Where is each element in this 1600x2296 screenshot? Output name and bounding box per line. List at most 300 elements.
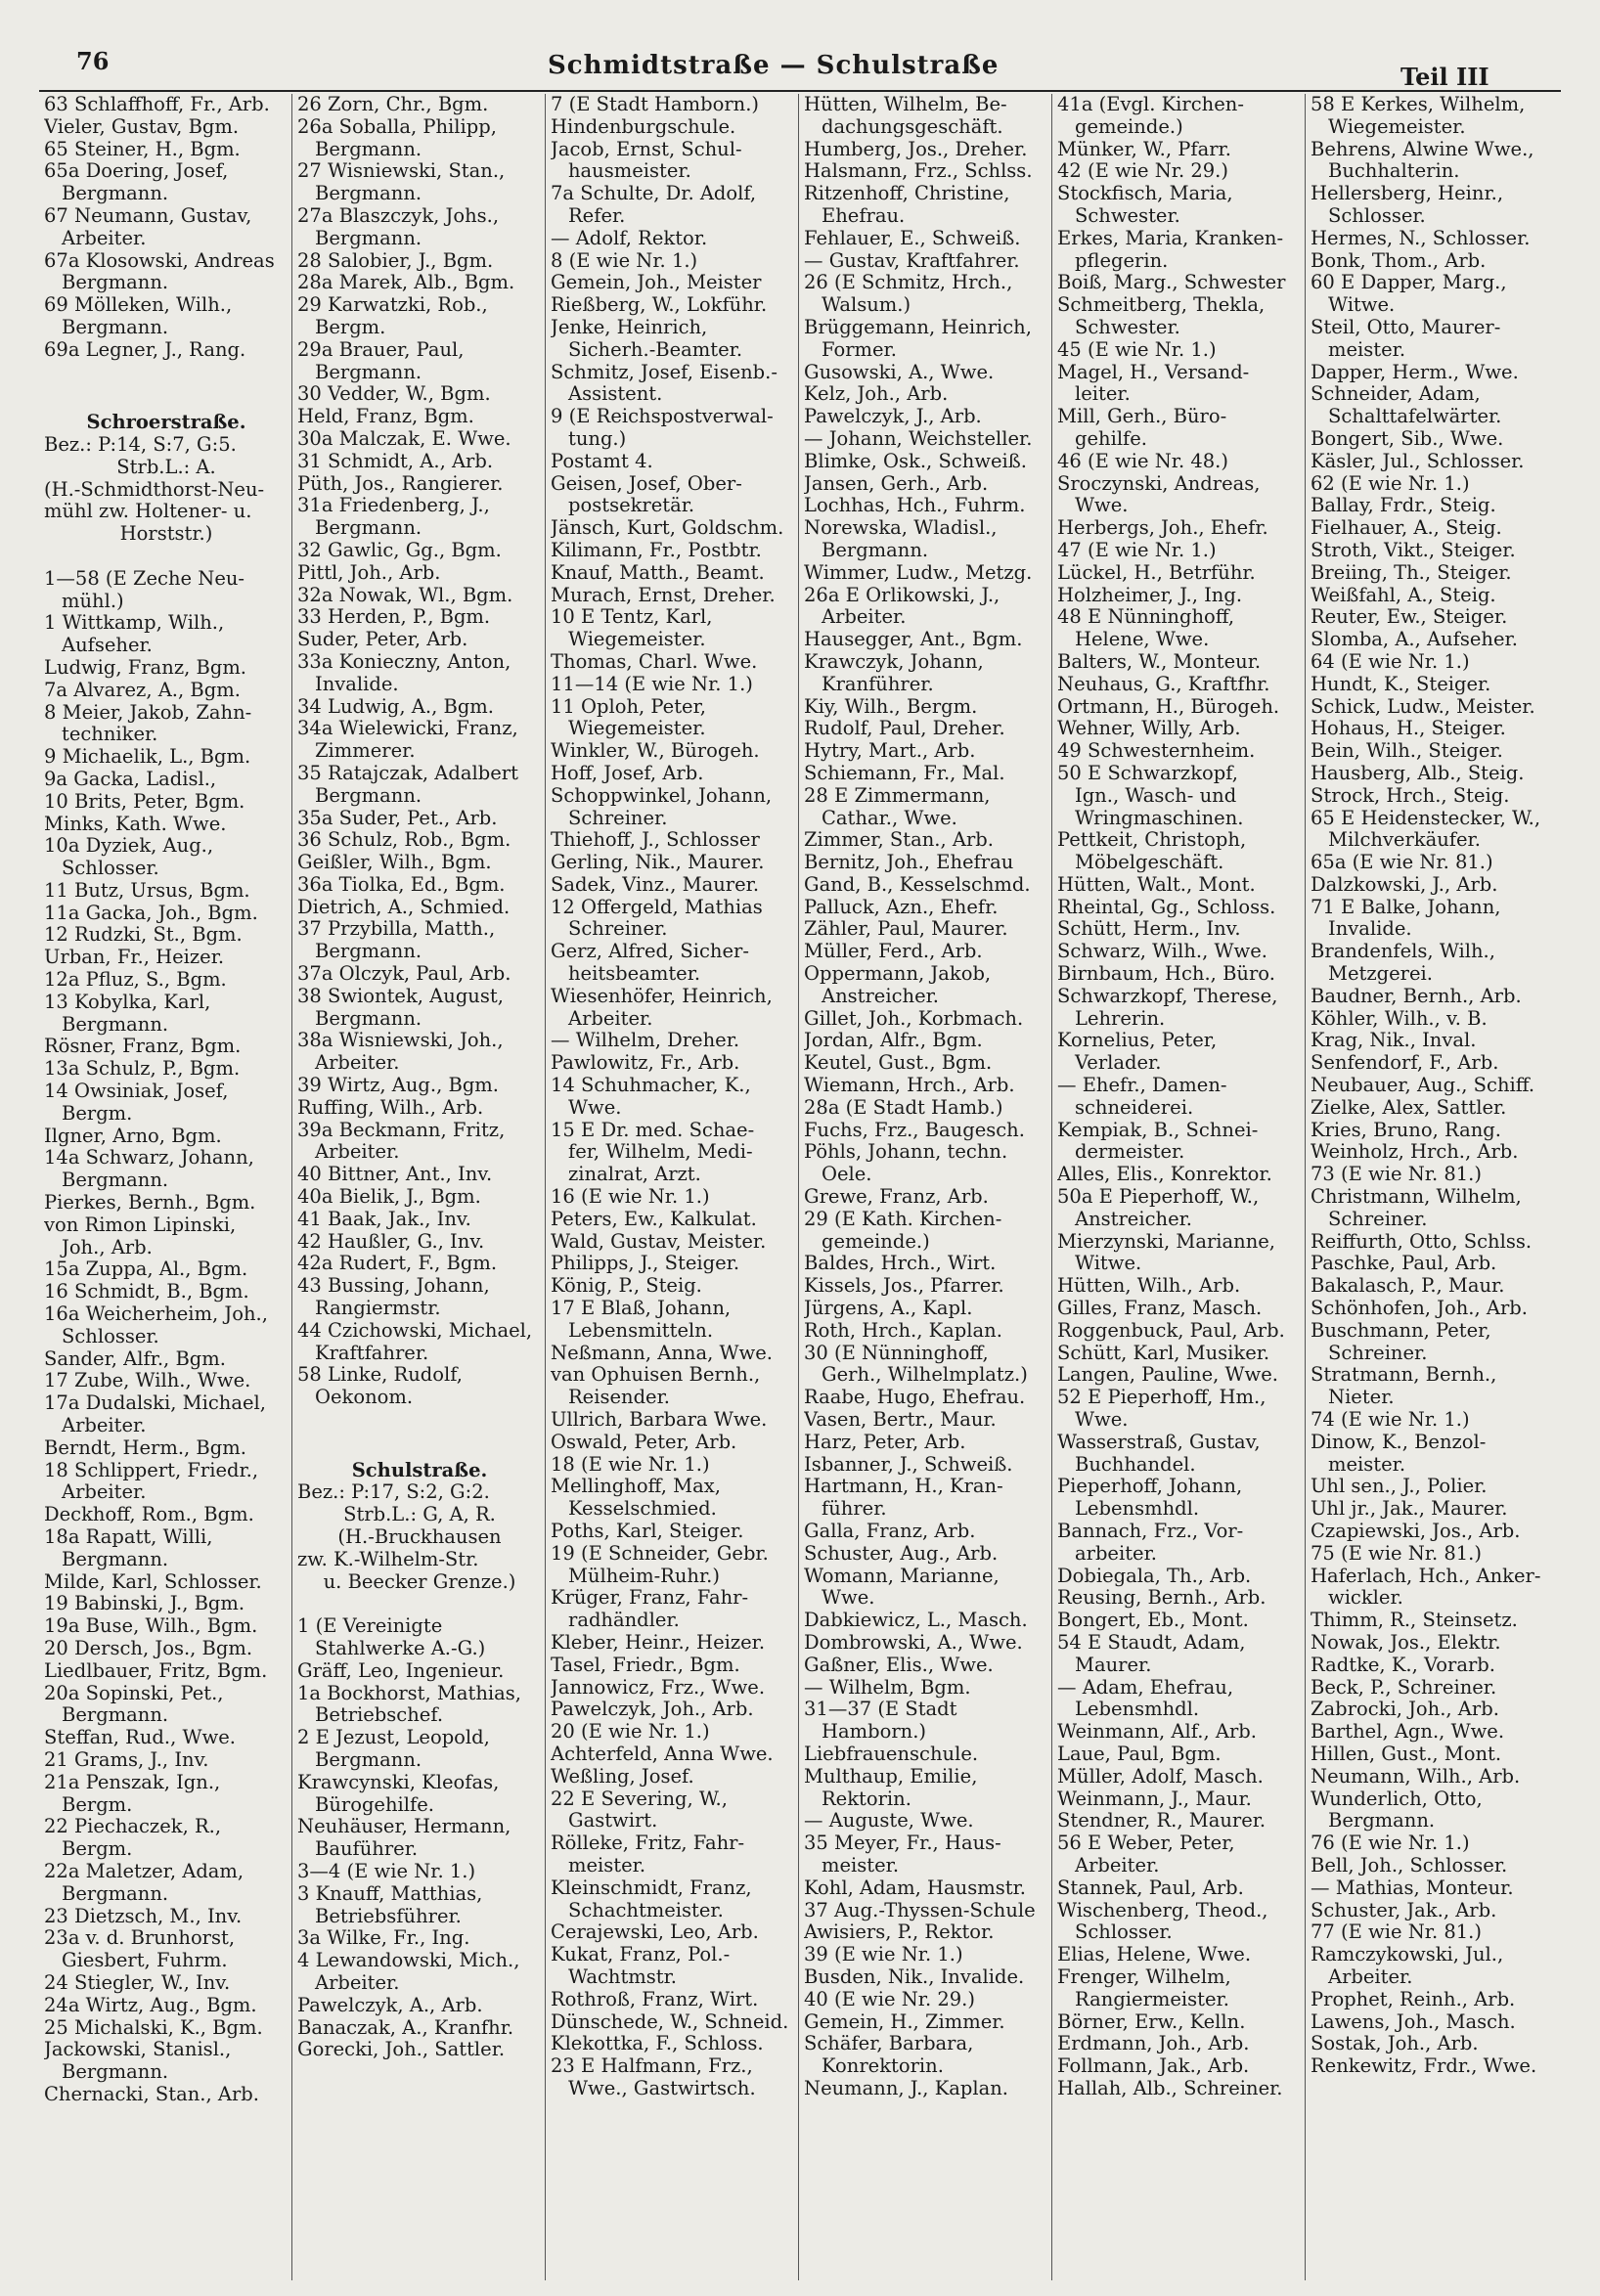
entry-line: Kiy, Wilh., Bergm. [804, 695, 978, 718]
entry-line: 27a Blaszczyk, Johs., [297, 204, 500, 227]
entry-line: Schmitz, Josef, Eisenb.- [551, 361, 778, 383]
entry-line: 62 (E wie Nr. 1.) [1311, 472, 1470, 495]
entry-line: 32a Nowak, Wl., Bgm. [297, 584, 513, 606]
entry-continuation: Wiegemeister. [568, 718, 706, 740]
entry-line: Gaßner, Elis., Wwe. [804, 1654, 994, 1676]
entry-line: 29a Brauer, Paul, [297, 338, 465, 361]
entry-continuation: Schachtmeister. [568, 1899, 724, 1921]
entry-line: Kukat, Franz, Pol.- [551, 1944, 731, 1966]
entry-line: Weinmann, J., Maur. [1057, 1788, 1252, 1810]
entry-line: Klekottka, F., Schloss. [551, 2033, 764, 2055]
entry-continuation: Bergm. [62, 1793, 133, 1816]
entry-line: 11—14 (E wie Nr. 1.) [551, 673, 753, 695]
entry-line: Halsmann, Frz., Schlss. [804, 160, 1033, 183]
entry-continuation: Arbeiter. [315, 1052, 400, 1075]
entry-line: Milde, Karl, Schlosser. [44, 1570, 262, 1593]
entry-line: 20a Sopinski, Pet., [44, 1682, 224, 1704]
entry-continuation: Invalide. [315, 673, 399, 695]
entry-line: 26a E Orlikowski, J., [804, 584, 1000, 606]
entry-continuation: Schreiner. [568, 918, 668, 941]
entry-line: 27 Wisniewski, Stan., [297, 160, 506, 183]
entry-line: Langen, Pauline, Wwe. [1057, 1364, 1278, 1387]
entry-line: Hütten, Wilhelm, Be- [804, 94, 1007, 115]
entry-line: Chernacki, Stan., Arb. [44, 2083, 259, 2105]
entry-line: Roth, Hrch., Kaplan. [804, 1319, 1002, 1342]
entry-line: Pawelczyk, A., Arb. [297, 1994, 483, 2016]
entry-continuation: dermeister. [1075, 1141, 1185, 1164]
entry-line: Hytry, Mart., Arb. [804, 740, 976, 763]
entry-continuation: Lebensmhdl. [1075, 1699, 1200, 1721]
entry-continuation: Bergm. [315, 316, 386, 338]
entry-line: 37 Przybilla, Matth., [297, 918, 496, 941]
entry-line: Steil, Otto, Maurer- [1311, 316, 1501, 338]
entry-continuation: pflegerin. [1075, 249, 1169, 272]
entry-line: 76 (E wie Nr. 1.) [1311, 1832, 1470, 1855]
entry-continuation: Schreiner. [1328, 1208, 1428, 1230]
entry-line: Sostak, Joh., Arb. [1311, 2033, 1479, 2055]
entry-line: Harz, Peter, Arb. [804, 1431, 966, 1453]
entry-line: Achterfeld, Anna Wwe. [551, 1743, 774, 1765]
entry-line: Mellinghoff, Max, [551, 1476, 721, 1498]
entry-line: 38a Wisniewski, Joh., [297, 1030, 504, 1052]
entry-line: Roggenbuck, Paul, Arb. [1057, 1319, 1285, 1342]
entry-line: Neubauer, Aug., Schiff. [1311, 1075, 1535, 1097]
entry-continuation: Schwester. [1075, 204, 1180, 227]
entry-line: 25 Michalski, K., Bgm. [44, 2016, 263, 2039]
entry-line: 60 E Dapper, Marg., [1311, 272, 1507, 294]
entry-continuation: meister. [822, 1854, 900, 1877]
entry-line: Jannowicz, Frz., Wwe. [551, 1676, 766, 1699]
street-info-line: (H.-Bruckhausen [337, 1526, 502, 1548]
entry-line: Ritzenhoff, Christine, [804, 183, 1010, 205]
entry-continuation: Lehrerin. [1075, 1007, 1166, 1030]
entry-continuation: Walsum.) [822, 294, 911, 317]
entry-line: — Johann, Weichsteller. [804, 427, 1033, 450]
entry-line: Fielhauer, A., Steig. [1311, 517, 1502, 540]
entry-continuation: techniker. [62, 724, 158, 746]
entry-line: Rheintal, Gg., Schloss. [1057, 896, 1276, 918]
entry-continuation: Gastwirt. [568, 1810, 658, 1832]
entry-line: 22 Piechaczek, R., [44, 1816, 222, 1838]
entry-continuation: arbeiter. [1075, 1542, 1157, 1565]
entry-line: — Auguste, Wwe. [804, 1810, 974, 1832]
entry-continuation: Rektorin. [822, 1788, 911, 1810]
entry-line: Breiing, Th., Steiger. [1311, 561, 1512, 584]
entry-line: Gerz, Alfred, Sicher- [551, 941, 749, 963]
entry-line: 23a v. d. Brunhorst, [44, 1927, 236, 1950]
entry-line: 40a Bielik, J., Bgm. [297, 1186, 481, 1209]
entry-line: Erkes, Maria, Kranken- [1057, 227, 1284, 249]
entry-line: 18a Rapatt, Willi, [44, 1526, 213, 1548]
entry-continuation: Nieter. [1328, 1387, 1395, 1409]
entry-continuation: Oele. [822, 1164, 872, 1186]
entry-line: von Rimon Lipinski, [44, 1214, 237, 1236]
entry-line: Neumann, Wilh., Arb. [1311, 1765, 1521, 1788]
entry-line: 26a Soballa, Philipp, [297, 115, 497, 138]
entry-line: Kelz, Joh., Arb. [804, 383, 949, 406]
entry-line: Dünschede, W., Schneid. [551, 2010, 789, 2033]
entry-line: Jansen, Gerh., Arb. [804, 472, 989, 495]
entry-line: 33 Herden, P., Bgm. [297, 606, 491, 629]
entry-line: Raabe, Hugo, Ehefrau. [804, 1387, 1026, 1409]
entry-continuation: Bergmann. [315, 941, 422, 963]
entry-line: Jacob, Ernst, Schul- [551, 138, 742, 160]
entry-line: Krawczyk, Johann, [804, 650, 984, 673]
entry-line: Lückel, H., Betrführ. [1057, 561, 1256, 584]
entry-continuation: zinalrat, Arzt. [568, 1164, 701, 1186]
entry-line: — Ehefr., Damen- [1057, 1075, 1227, 1097]
entry-line: Deckhoff, Rom., Bgm. [44, 1504, 254, 1526]
entry-line: 12a Pfluz, S., Bgm. [44, 969, 227, 992]
entry-line: Müller, Adolf, Masch. [1057, 1765, 1264, 1788]
entry-line: Uhl sen., J., Polier. [1311, 1476, 1488, 1498]
entry-continuation: fer, Wilhelm, Medi- [568, 1141, 753, 1164]
entry-line: Vasen, Bertr., Maur. [804, 1409, 997, 1432]
entry-line: 41a (Evgl. Kirchen- [1057, 94, 1244, 115]
entry-line: 37a Olczyk, Paul, Arb. [297, 963, 511, 986]
entry-continuation: Schlosser. [62, 1325, 159, 1347]
entry-line: Boiß, Marg., Schwester [1057, 272, 1286, 294]
entry-line: Philipps, J., Steiger. [551, 1253, 740, 1275]
entry-line: Gräff, Leo, Ingenieur. [297, 1659, 505, 1682]
entry-line: Jürgens, A., Kapl. [804, 1298, 973, 1320]
entry-line: Gerling, Nik., Maurer. [551, 852, 765, 874]
entry-line: Senfendorf, F., Arb. [1311, 1052, 1499, 1075]
entry-line: Rießberg, W., Lokführ. [551, 294, 768, 317]
entry-line: 10a Dyziek, Aug., [44, 835, 214, 858]
entry-continuation: leiter. [1075, 383, 1131, 406]
entry-line: Brandenfels, Wilh., [1311, 941, 1495, 963]
entry-line: 74 (E wie Nr. 1.) [1311, 1409, 1470, 1432]
entry-line: Hoff, Josef, Arb. [551, 762, 704, 784]
entry-line: Norewska, Wladisl., [804, 517, 998, 540]
entry-line: Hellersberg, Heinr., [1311, 183, 1504, 205]
entry-line: Geisen, Josef, Ober- [551, 472, 742, 495]
entry-line: Strock, Hrch., Steig. [1311, 784, 1510, 807]
entry-line: Lawens, Joh., Masch. [1311, 2010, 1516, 2033]
entry-line: Minks, Kath. Wwe. [44, 813, 227, 835]
entry-line: 29 (E Kath. Kirchen- [804, 1208, 1002, 1230]
entry-line: Reiffurth, Otto, Schlss. [1311, 1230, 1533, 1253]
entry-line: Bez.: P:14, S:7, G:5. [44, 433, 237, 456]
entry-continuation: Bergmann. [315, 227, 422, 249]
entry-line: 10 Brits, Peter, Bgm. [44, 790, 245, 813]
entry-line: Hütten, Wilh., Arb. [1057, 1275, 1241, 1298]
entry-line: 35 Meyer, Fr., Haus- [804, 1832, 1001, 1855]
entry-line: Bonk, Thom., Arb. [1311, 249, 1487, 272]
entry-line: Gilles, Franz, Masch. [1057, 1298, 1263, 1320]
entry-continuation: Arbeiter. [315, 1141, 400, 1164]
entry-line: Ludwig, Franz, Bgm. [44, 656, 247, 679]
entry-continuation: Arbeiter. [62, 227, 147, 249]
entry-line: 67a Klosowski, Andreas [44, 249, 275, 272]
entry-line: Liedlbauer, Fritz, Bgm. [44, 1659, 268, 1682]
entry-continuation: meister. [1328, 338, 1406, 361]
entry-line: Müller, Ferd., Arb. [804, 941, 983, 963]
entry-line: Murach, Ernst, Dreher. [551, 584, 776, 606]
entry-line: Hütten, Walt., Mont. [1057, 873, 1256, 896]
entry-continuation: Former. [822, 338, 897, 361]
entry-line: Lochhas, Hch., Fuhrm. [804, 495, 1026, 517]
entry-line: 15 E Dr. med. Schae- [551, 1119, 755, 1141]
entry-line: 58 Linke, Rudolf, [297, 1364, 463, 1387]
entry-line: Haferlach, Hch., Anker- [1311, 1565, 1541, 1587]
entry-line: Dabkiewicz, L., Masch. [804, 1610, 1028, 1632]
entry-line: Hallah, Alb., Schreiner. [1057, 2077, 1283, 2099]
entry-line: Bongert, Eb., Mont. [1057, 1610, 1249, 1632]
entry-line: 28a (E Stadt Hamb.) [804, 1096, 1003, 1119]
entry-line: (H.-Schmidthorst-Neu- [44, 478, 265, 501]
entry-line: 52 E Pieperhoff, Hm., [1057, 1387, 1267, 1409]
entry-continuation: Bergm. [62, 1102, 133, 1125]
entry-line: Kleber, Heinr., Heizer. [551, 1631, 766, 1654]
entry-line: — Mathias, Monteur. [1311, 1877, 1514, 1899]
entry-line: Rösner, Franz, Bgm. [44, 1036, 242, 1058]
entry-line: Schick, Ludw., Meister. [1311, 695, 1535, 718]
entry-line: Neuhäuser, Hermann, [297, 1816, 511, 1838]
entry-continuation: Witwe. [1328, 294, 1396, 317]
entry-continuation: Wwe. [568, 1096, 622, 1119]
entry-continuation: Bergmann. [315, 361, 422, 383]
entry-line: 23 Dietzsch, M., Inv. [44, 1905, 243, 1927]
entry-line: Weißfahl, A., Steig. [1311, 584, 1496, 606]
header-rule [39, 90, 1561, 92]
entry-continuation: heitsbeamter. [568, 963, 701, 986]
entry-line: Steffan, Rud., Wwe. [44, 1727, 236, 1749]
entry-continuation: Wwe. [822, 1587, 875, 1610]
entry-line: Reusing, Bernh., Arb. [1057, 1587, 1267, 1610]
entry-continuation: mühl.) [62, 590, 124, 612]
entry-line: Wunderlich, Otto, [1311, 1788, 1483, 1810]
entry-continuation: Witwe. [1075, 1253, 1142, 1275]
entry-line: 28a Marek, Alb., Bgm. [297, 272, 515, 294]
entry-line: 7 (E Stadt Hamborn.) [551, 94, 760, 115]
blank-line [297, 1409, 542, 1432]
entry-continuation: Bergmann. [62, 1704, 169, 1727]
entry-continuation: Helene, Wwe. [1075, 629, 1210, 651]
entry-line: 73 (E wie Nr. 81.) [1311, 1164, 1482, 1186]
entry-continuation: Bergmann. [62, 1013, 169, 1036]
entry-line: Kempiak, B., Schnei- [1057, 1119, 1259, 1141]
entry-line: 31 Schmidt, A., Arb. [297, 450, 494, 472]
entry-continuation: Wiegemeister. [568, 629, 706, 651]
street-info-line: Strb.L.: A. [116, 456, 216, 478]
entry-continuation: tung.) [568, 427, 627, 450]
entry-line: Berndt, Herm., Bgm. [44, 1436, 246, 1459]
entry-line: Thomas, Charl. Wwe. [551, 650, 758, 673]
entry-continuation: Buchhandel. [1075, 1453, 1196, 1476]
entry-continuation: Bergmann. [62, 1170, 169, 1192]
blank-line [297, 1593, 542, 1615]
entry-line: Thimm, R., Steinsetz. [1311, 1610, 1518, 1632]
entry-line: Sander, Alfr., Bgm. [44, 1347, 226, 1370]
entry-line: 65a Doering, Josef, [44, 160, 229, 183]
entry-line: 24a Wirtz, Aug., Bgm. [44, 1994, 257, 2016]
entry-line: 18 (E wie Nr. 1.) [551, 1453, 710, 1476]
entry-line: Köhler, Wilh., v. B. [1311, 1007, 1488, 1030]
entry-line: Börner, Erw., Kelln. [1057, 2010, 1246, 2033]
entry-line: Beck, P., Schreiner. [1311, 1676, 1497, 1699]
entry-line: Magel, H., Versand- [1057, 361, 1250, 383]
entry-line: van Ophuisen Bernh., [551, 1364, 761, 1387]
entry-line: Kohl, Adam, Hausmstr. [804, 1877, 1026, 1899]
entry-line: Humberg, Jos., Dreher. [804, 138, 1028, 160]
entry-continuation: Bürogehilfe. [315, 1793, 434, 1816]
entry-line: 47 (E wie Nr. 1.) [1057, 539, 1217, 561]
entry-line: Schwarz, Wilh., Wwe. [1057, 941, 1267, 963]
entry-continuation: Assistent. [568, 383, 663, 406]
entry-continuation: Refer. [568, 204, 626, 227]
column-1 [39, 94, 292, 2280]
entry-line: Jordan, Alfr., Bgm. [804, 1030, 983, 1052]
entry-line: 8 (E wie Nr. 1.) [551, 249, 698, 272]
entry-line: 64 (E wie Nr. 1.) [1311, 650, 1470, 673]
entry-continuation: Milchverkäufer. [1328, 829, 1481, 852]
entry-line: Käsler, Jul., Schlosser. [1311, 450, 1525, 472]
entry-line: Schuster, Aug., Arb. [804, 1542, 999, 1565]
entry-line: Schuster, Jak., Arb. [1311, 1899, 1497, 1921]
entry-continuation: Aufseher. [62, 635, 153, 657]
entry-continuation: Wwe. [1075, 495, 1129, 517]
entry-continuation: Anstreicher. [822, 985, 939, 1007]
entry-line: 21 Grams, J., Inv. [44, 1748, 209, 1771]
entry-line: Rudolf, Paul, Dreher. [804, 718, 1005, 740]
entry-continuation: schneiderei. [1075, 1096, 1194, 1119]
entry-line: 13a Schulz, P., Bgm. [44, 1058, 241, 1081]
entry-line: Zimmer, Stan., Arb. [804, 829, 994, 852]
entry-continuation: Arbeiter. [62, 1415, 147, 1437]
entry-line: 15a Zuppa, Al., Bgm. [44, 1258, 248, 1281]
entry-line: Radtke, K., Vorarb. [1311, 1654, 1495, 1676]
entry-line: Sroczynski, Andreas, [1057, 472, 1261, 495]
entry-continuation: Bergmann. [315, 1007, 422, 1030]
entry-line: Hermes, N., Schlosser. [1311, 227, 1531, 249]
entry-line: Christmann, Wilhelm, [1311, 1186, 1522, 1209]
entry-continuation: Hamborn.) [822, 1721, 927, 1744]
entry-line: Busden, Nik., Invalide. [804, 1965, 1025, 1988]
entry-continuation: postsekretär. [568, 495, 695, 517]
entry-line: — Wilhelm, Bgm. [804, 1676, 971, 1699]
entry-continuation: Maurer. [1075, 1654, 1152, 1676]
entry-line: Slomba, A., Aufseher. [1311, 629, 1518, 651]
entry-line: Dietrich, A., Schmied. [297, 896, 511, 918]
entry-line: Kornelius, Peter, [1057, 1030, 1218, 1052]
entry-line: Oswald, Peter, Arb. [551, 1431, 737, 1453]
entry-line: 40 Bittner, Ant., Inv. [297, 1164, 493, 1186]
entry-line: 40 (E wie Nr. 29.) [804, 1988, 975, 2010]
entry-continuation: Bergmann. [1328, 1810, 1436, 1832]
entry-continuation: Arbeiter. [1075, 1854, 1160, 1877]
entry-continuation: Arbeiter. [1328, 1965, 1413, 1988]
entry-line: 36a Tiolka, Ed., Bgm. [297, 873, 506, 896]
entry-line: Krüger, Franz, Fahr- [551, 1587, 749, 1610]
entry-line: Bongert, Sib., Wwe. [1311, 427, 1504, 450]
entry-line: 35 Ratajczak, Adalbert [297, 762, 518, 784]
entry-line: 39a Beckmann, Fritz, [297, 1119, 506, 1141]
entry-line: Bernitz, Joh., Ehefrau [804, 852, 1014, 874]
entry-continuation: Wiegemeister. [1328, 115, 1466, 138]
part-label: Teil III [1400, 63, 1489, 91]
entry-line: 35a Suder, Pet., Arb. [297, 807, 498, 829]
entry-line: Cerajewski, Leo, Arb. [551, 1921, 759, 1944]
entry-continuation: Bauführer. [315, 1838, 419, 1861]
entry-continuation: Stahlwerke A.-G.) [315, 1637, 486, 1659]
entry-line: 3 Knauff, Matthias, [297, 1882, 483, 1905]
entry-line: König, P., Steig. [551, 1275, 702, 1298]
entry-continuation: Sicherh.-Beamter. [568, 338, 743, 361]
entry-line: Hausberg, Alb., Steig. [1311, 762, 1525, 784]
entry-line: 17 Zube, Wilh., Wwe. [44, 1370, 251, 1392]
entry-line: Gand, B., Kesselschmd. [804, 873, 1031, 896]
entry-line: 34 Ludwig, A., Bgm. [297, 695, 494, 718]
entry-line: 65a (E wie Nr. 81.) [1311, 852, 1493, 874]
entry-line: Schiemann, Fr., Mal. [804, 762, 1005, 784]
entry-line: 49 Schwesternheim. [1057, 740, 1256, 763]
entry-line: 2 E Jezust, Leopold, [297, 1727, 490, 1749]
entry-line: Stockfisch, Maria, [1057, 183, 1233, 205]
entry-line: Hillen, Gust., Mont. [1311, 1743, 1502, 1765]
entry-line: Schäfer, Barbara, [804, 2033, 974, 2055]
entry-line: 9 (E Reichspostverwal- [551, 406, 774, 428]
entry-continuation: Kesselschmied. [568, 1498, 717, 1521]
entry-line: Kries, Bruno, Rang. [1311, 1119, 1501, 1141]
entry-line: Bannach, Frz., Vor- [1057, 1521, 1244, 1542]
entry-line: 32 Gawlic, Gg., Bgm. [297, 539, 502, 561]
entry-line: 11 Oploh, Peter, [551, 695, 706, 718]
entry-line: Bakalasch, P., Maur. [1311, 1275, 1505, 1298]
entry-line: 31—37 (E Stadt [804, 1699, 957, 1721]
entry-line: Poths, Karl, Steiger. [551, 1521, 744, 1542]
entry-continuation: Rangiermeister. [1075, 1988, 1229, 2010]
entry-line: Gorecki, Joh., Sattler. [297, 2039, 506, 2061]
entry-line: 8 Meier, Jakob, Zahn- [44, 701, 252, 724]
entry-line: Neuhaus, G., Kraftfhr. [1057, 673, 1270, 695]
entry-continuation: Kraftfahrer. [315, 1342, 429, 1364]
entry-line: 14 Owsiniak, Josef, [44, 1081, 229, 1103]
entry-line: 1 Wittkamp, Wilh., [44, 612, 225, 635]
entry-line: Alles, Elis., Konrektor. [1057, 1164, 1272, 1186]
entry-line: 43 Bussing, Johann, [297, 1275, 490, 1298]
entry-line: mühl zw. Holtener- u. [44, 501, 252, 523]
entry-continuation: Reisender. [568, 1387, 670, 1409]
entry-line: Dobiegala, Th., Arb. [1057, 1565, 1252, 1587]
street-info-line: Horststr.) [119, 523, 213, 546]
entry-line: Wiemann, Hrch., Arb. [804, 1075, 1015, 1097]
entry-continuation: Rangiermstr. [315, 1298, 441, 1320]
entry-line: Uhl jr., Jak., Maurer. [1311, 1498, 1508, 1521]
entry-line: Schütt, Herm., Inv. [1057, 918, 1241, 941]
entry-continuation: Schreiner. [1328, 1342, 1428, 1364]
entry-line: 26 Zorn, Chr., Bgm. [297, 94, 489, 115]
entry-continuation: Giesbert, Fuhrm. [62, 1950, 228, 1972]
entry-line: Münker, W., Pfarr. [1057, 138, 1231, 160]
entry-continuation: Lebensmhdl. [1075, 1498, 1200, 1521]
entry-line: Dinow, K., Benzol- [1311, 1431, 1487, 1453]
entry-continuation: Bergmann. [62, 272, 169, 294]
entry-line: Gillet, Joh., Korbmach. [804, 1007, 1024, 1030]
entry-line: Ullrich, Barbara Wwe. [551, 1409, 768, 1432]
entry-continuation: Kranführer. [822, 673, 934, 695]
entry-line: Ortmann, H., Bürogeh. [1057, 695, 1280, 718]
entry-continuation: Metzgerei. [1328, 963, 1433, 986]
entry-line: 42a Rudert, F., Bgm. [297, 1253, 498, 1275]
entry-line: — Wilhelm, Dreher. [551, 1030, 740, 1052]
blank-line [44, 383, 289, 406]
entry-line: Follmann, Jak., Arb. [1057, 2055, 1250, 2078]
entry-line: Fuchs, Frz., Baugesch. [804, 1119, 1025, 1141]
entry-line: Ramczykowski, Jul., [1311, 1944, 1504, 1966]
entry-line: 24 Stiegler, W., Inv. [44, 1971, 231, 1994]
